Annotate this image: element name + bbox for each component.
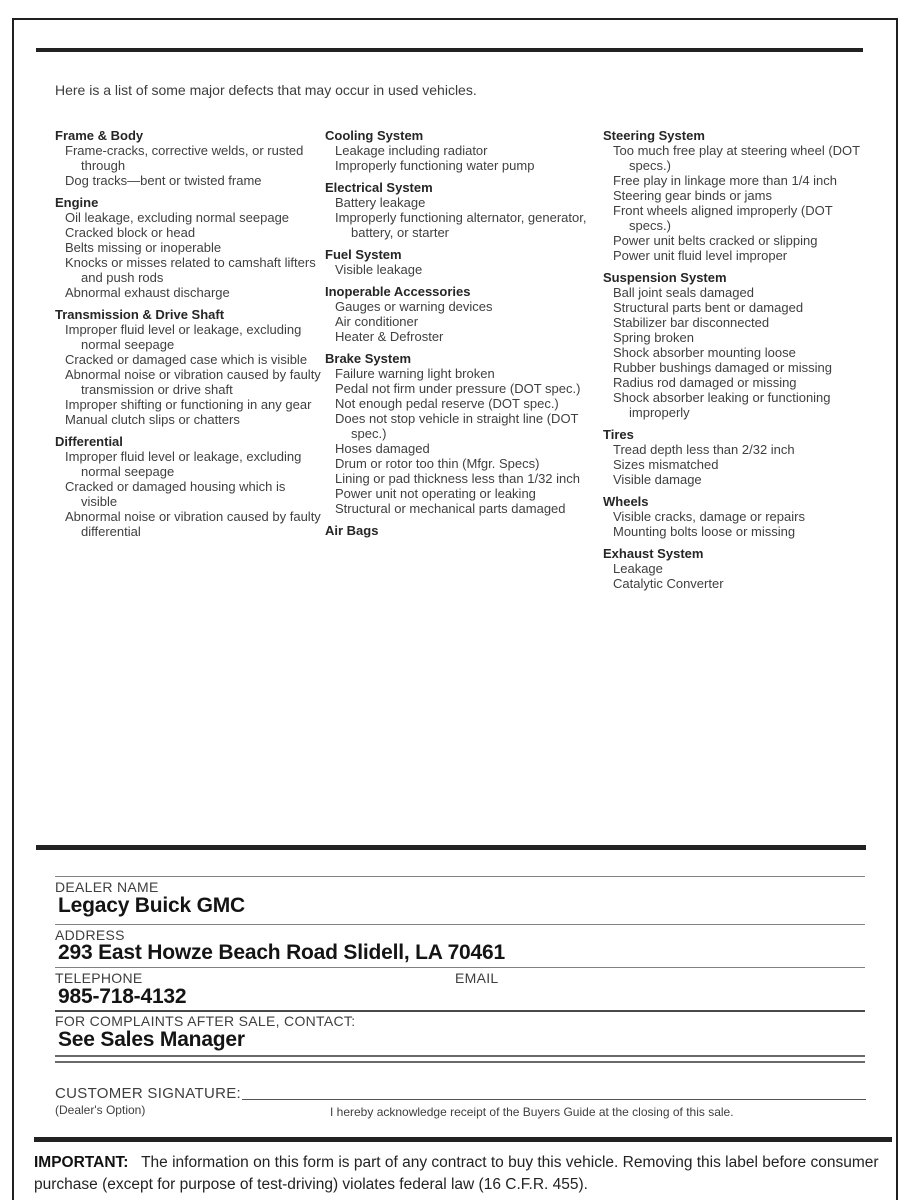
defect-item: Spring broken bbox=[613, 330, 694, 345]
defect-section bbox=[55, 128, 325, 188]
defect-section-title: Steering System bbox=[603, 128, 705, 143]
defect-section-title: Suspension System bbox=[603, 270, 727, 285]
defect-section bbox=[603, 270, 873, 420]
defect-section bbox=[603, 427, 873, 487]
defect-section-title: Wheels bbox=[603, 494, 649, 509]
telephone-label: TELEPHONE bbox=[55, 970, 143, 986]
defect-item: Does not stop vehicle in straight line (DOT spec.) bbox=[335, 411, 579, 441]
defect-item: Gauges or warning devices bbox=[335, 299, 493, 314]
defect-section bbox=[55, 434, 325, 539]
dealer-name-value: Legacy Buick GMC bbox=[58, 894, 246, 917]
defect-item: Free play in linkage more than 1/4 inch bbox=[613, 173, 838, 188]
defect-item: Shock absorber mounting loose bbox=[613, 345, 796, 360]
defect-item: Visible leakage bbox=[335, 262, 423, 277]
defect-section-title: Air Bags bbox=[325, 523, 379, 538]
defect-item: Manual clutch slips or chatters bbox=[65, 412, 240, 427]
defect-item: Air conditioner bbox=[335, 314, 419, 329]
important-divider-rule bbox=[34, 1137, 892, 1142]
defect-item: Abnormal noise or vibration caused by faulty differential bbox=[65, 509, 321, 539]
defect-item: Front wheels aligned improperly (DOT specs.) bbox=[613, 203, 833, 233]
defect-section-title: Inoperable Accessories bbox=[325, 284, 471, 299]
customer-signature-label: CUSTOMER SIGNATURE: bbox=[55, 1085, 241, 1102]
defect-section bbox=[325, 247, 603, 277]
defect-item: Power unit belts cracked or slipping bbox=[613, 233, 818, 248]
address-value: 293 East Howze Beach Road Slidell, LA 70461 bbox=[58, 941, 505, 964]
defect-section-title: Cooling System bbox=[325, 128, 424, 143]
defect-column bbox=[603, 128, 873, 592]
defect-item: Dog tracks—bent or twisted frame bbox=[65, 173, 262, 188]
defect-item: Ball joint seals damaged bbox=[613, 285, 754, 300]
defect-item: Structural or mechanical parts damaged bbox=[335, 501, 566, 516]
dealer-section-divider-rule bbox=[36, 845, 866, 850]
address-label: ADDRESS bbox=[55, 927, 125, 943]
defect-item: Radius rod damaged or missing bbox=[613, 375, 797, 390]
defect-column bbox=[325, 128, 603, 592]
dealers-option-note: (Dealer's Option) bbox=[55, 1103, 146, 1117]
defect-item: Steering gear binds or jams bbox=[613, 188, 772, 203]
dealer-name-top-line bbox=[55, 876, 865, 877]
defect-section bbox=[603, 494, 873, 539]
defect-section-title: Fuel System bbox=[325, 247, 402, 262]
dealer-name-bottom-line bbox=[55, 924, 865, 925]
defect-item: Cracked or damaged housing which is visible bbox=[65, 479, 286, 509]
defect-column bbox=[55, 128, 325, 592]
intro-text: Here is a list of some major defects that may occur in used vehicles. bbox=[55, 82, 477, 98]
defect-section bbox=[603, 546, 873, 591]
defect-item: Rubber bushings damaged or missing bbox=[613, 360, 832, 375]
defect-item: Mounting bolts loose or missing bbox=[613, 524, 796, 539]
defect-item: Power unit not operating or leaking bbox=[335, 486, 536, 501]
defect-item: Sizes mismatched bbox=[613, 457, 719, 472]
defect-item: Heater & Defroster bbox=[335, 329, 444, 344]
defect-item: Improper shifting or functioning in any gear bbox=[65, 397, 312, 412]
important-label: IMPORTANT: bbox=[34, 1154, 129, 1171]
defect-section bbox=[55, 195, 325, 300]
dealer-name-label: DEALER NAME bbox=[55, 879, 159, 895]
defect-section bbox=[325, 128, 603, 173]
complaints-bottom-line bbox=[55, 1055, 865, 1063]
defect-section-title: Exhaust System bbox=[603, 546, 704, 561]
defect-item: Cracked or damaged case which is visible bbox=[65, 352, 308, 367]
defect-section-title: Tires bbox=[603, 427, 634, 442]
defect-section-title: Brake System bbox=[325, 351, 411, 366]
defect-item: Not enough pedal reserve (DOT spec.) bbox=[335, 396, 559, 411]
defect-item: Abnormal noise or vibration caused by faulty transmission or drive shaft bbox=[65, 367, 321, 397]
defect-item: Drum or rotor too thin (Mfgr. Specs) bbox=[335, 456, 540, 471]
defect-section-title: Differential bbox=[55, 434, 123, 449]
defect-item: Improperly functioning alternator, generator, battery, or starter bbox=[335, 210, 587, 240]
defect-item: Improper fluid level or leakage, excluding normal seepage bbox=[65, 449, 302, 479]
defect-item: Belts missing or inoperable bbox=[65, 240, 222, 255]
defect-section-title: Engine bbox=[55, 195, 99, 210]
defect-section bbox=[325, 523, 603, 538]
defect-section bbox=[325, 284, 603, 344]
complaints-label: FOR COMPLAINTS AFTER SALE, CONTACT: bbox=[55, 1013, 356, 1029]
defect-section-title: Transmission & Drive Shaft bbox=[55, 307, 225, 322]
defect-item: Too much free play at steering wheel (DOT specs.) bbox=[613, 143, 860, 173]
defect-item: Improperly functioning water pump bbox=[335, 158, 535, 173]
customer-signature-line bbox=[242, 1099, 866, 1100]
defect-item: Cracked block or head bbox=[65, 225, 196, 240]
important-notice bbox=[34, 1152, 888, 1196]
address-bottom-line bbox=[55, 967, 865, 968]
important-text: The information on this form is part of any contract to buy this vehicle. Removing this label before consumer purchase (except for purpose of test-driving) violates federal law (16 C.F.R. 455). bbox=[34, 1154, 879, 1193]
defect-item: Knocks or misses related to camshaft lifters and push rods bbox=[65, 255, 316, 285]
defect-item: Oil leakage, excluding normal seepage bbox=[65, 210, 290, 225]
defect-item: Battery leakage bbox=[335, 195, 426, 210]
defect-item: Failure warning light broken bbox=[335, 366, 495, 381]
email-label: EMAIL bbox=[455, 970, 499, 986]
complaints-value: See Sales Manager bbox=[58, 1028, 245, 1051]
defect-section-title: Electrical System bbox=[325, 180, 433, 195]
telephone-bottom-line bbox=[55, 1010, 865, 1012]
top-divider-rule bbox=[36, 48, 863, 52]
acknowledgment-text: I hereby acknowledge receipt of the Buyers Guide at the closing of this sale. bbox=[330, 1105, 734, 1119]
defect-section bbox=[325, 351, 603, 516]
defect-item: Visible damage bbox=[613, 472, 702, 487]
defect-item: Stabilizer bar disconnected bbox=[613, 315, 770, 330]
defect-item: Visible cracks, damage or repairs bbox=[613, 509, 805, 524]
telephone-value: 985-718-4132 bbox=[58, 985, 187, 1008]
defect-item: Power unit fluid level improper bbox=[613, 248, 788, 263]
defect-section bbox=[325, 180, 603, 240]
defect-item: Leakage including radiator bbox=[335, 143, 488, 158]
defect-item: Frame-cracks, corrective welds, or rusted through bbox=[65, 143, 304, 173]
defect-item: Hoses damaged bbox=[335, 441, 430, 456]
defect-item: Lining or pad thickness less than 1/32 inch bbox=[335, 471, 580, 486]
defect-item: Catalytic Converter bbox=[613, 576, 724, 591]
defect-section-title: Frame & Body bbox=[55, 128, 144, 143]
defect-item: Improper fluid level or leakage, excluding normal seepage bbox=[65, 322, 302, 352]
defect-item: Structural parts bent or damaged bbox=[613, 300, 804, 315]
defect-item: Pedal not firm under pressure (DOT spec.) bbox=[335, 381, 581, 396]
defect-item: Shock absorber leaking or functioning improperly bbox=[613, 390, 831, 420]
defect-item: Leakage bbox=[613, 561, 663, 576]
defect-section bbox=[55, 307, 325, 427]
defect-item: Abnormal exhaust discharge bbox=[65, 285, 230, 300]
defect-section bbox=[603, 128, 873, 263]
defect-list-columns bbox=[55, 128, 875, 592]
defect-item: Tread depth less than 2/32 inch bbox=[613, 442, 795, 457]
